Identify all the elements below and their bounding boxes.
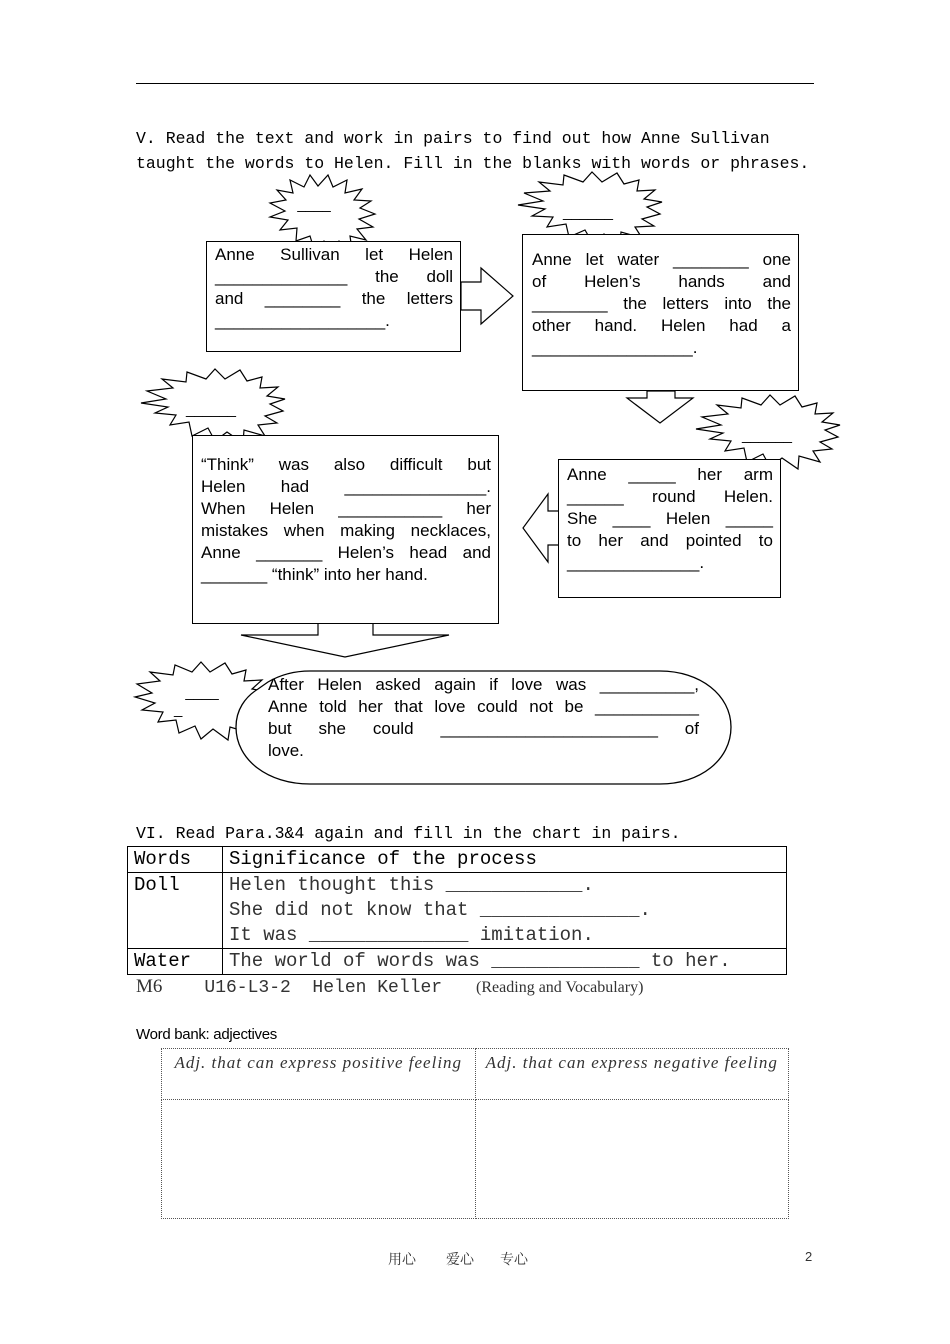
word-bank-negative-header: Adj. that can express negative feeling bbox=[475, 1049, 789, 1100]
text-line: ______________. bbox=[567, 553, 705, 572]
burst-blank-4: ______ bbox=[741, 427, 793, 444]
text-line: and ________ the letters bbox=[215, 289, 453, 308]
row-significance bbox=[223, 949, 787, 975]
text-line: “Think” was also difficult but bbox=[201, 455, 491, 474]
word-bank-header-row bbox=[162, 1049, 789, 1100]
text-line: other hand. Helen had a bbox=[532, 316, 791, 335]
significance-line: The world of words was _____________ to her. bbox=[229, 950, 731, 972]
text-line: ________ the letters into the bbox=[532, 294, 791, 313]
step4-box bbox=[192, 435, 499, 624]
step4-text bbox=[201, 454, 491, 586]
burst-blank-2: ______ bbox=[562, 204, 614, 221]
text-line: __________________. bbox=[215, 311, 390, 330]
significance-line: It was ______________ imitation. bbox=[229, 924, 594, 946]
text-line: _______ “think” into her hand. bbox=[201, 565, 428, 584]
section-vi-instruction: VI. Read Para.3&4 again and fill in the chart in pairs. bbox=[136, 824, 681, 843]
table-row bbox=[128, 873, 787, 949]
text-line: to her and pointed to bbox=[567, 531, 773, 550]
text-line: of Helen’s hands and bbox=[532, 272, 791, 291]
step3-box bbox=[558, 459, 781, 598]
text-line: love. bbox=[268, 741, 304, 760]
word-bank-negative-cell[interactable] bbox=[475, 1100, 789, 1219]
word-bank-positive-header: Adj. that can express positive feeling bbox=[162, 1049, 476, 1100]
text-line: Anne told her that love could not be ___________ bbox=[268, 697, 699, 716]
text-line: After Helen asked again if love was __________, bbox=[268, 675, 699, 694]
text-line: When Helen ___________ her bbox=[201, 499, 491, 518]
text-line: mistakes when making necklaces, bbox=[201, 521, 491, 540]
instruction-line: V. Read the text and work in pairs to find out how Anne Sullivan bbox=[136, 129, 770, 148]
burst-blank-5-line2: _ bbox=[174, 701, 183, 718]
motto-word: 爱心 bbox=[446, 1253, 474, 1268]
step1-box bbox=[206, 241, 461, 352]
header-significance: Significance of the process bbox=[223, 847, 787, 873]
word-bank-positive-cell[interactable] bbox=[162, 1100, 476, 1219]
step5-text bbox=[268, 674, 699, 762]
chart-header-row bbox=[128, 847, 787, 873]
text-line: Helen had _______________. bbox=[201, 477, 491, 496]
footer-motto bbox=[388, 1249, 528, 1269]
lesson-title: U16-L3-2 Helen Keller bbox=[204, 978, 443, 998]
step2-text bbox=[532, 249, 791, 359]
burst-blank-3: ______ bbox=[185, 401, 237, 418]
instruction-line: taught the words to Helen. Fill in the blanks with words or phrases. bbox=[136, 154, 810, 173]
step3-text bbox=[567, 464, 773, 574]
significance-line: She did not know that ______________. bbox=[229, 899, 651, 921]
significance-line: Helen thought this ____________. bbox=[229, 874, 594, 896]
step1-text bbox=[215, 244, 453, 332]
down-arrow bbox=[241, 623, 449, 657]
word-bank-entry-row bbox=[162, 1100, 789, 1219]
row-significance bbox=[223, 873, 787, 949]
significance-chart bbox=[127, 846, 787, 975]
page-number: 2 bbox=[805, 1249, 813, 1264]
motto-word: 专心 bbox=[500, 1253, 528, 1268]
text-line: ______ round Helen. bbox=[567, 487, 773, 506]
table-row bbox=[128, 949, 787, 975]
step2-box bbox=[522, 234, 799, 391]
motto-word: 用心 bbox=[388, 1253, 416, 1268]
word-bank-table bbox=[161, 1048, 789, 1219]
lesson-line bbox=[136, 974, 643, 1001]
text-line: _________________. bbox=[532, 338, 698, 357]
header-words: Words bbox=[128, 847, 223, 873]
text-line: Anne _______ Helen’s head and bbox=[201, 543, 491, 562]
text-line: Anne _____ her arm bbox=[567, 465, 773, 484]
down-arrow bbox=[627, 391, 693, 423]
row-word: Water bbox=[128, 949, 223, 975]
word-bank-title: Word bank: adjectives bbox=[136, 1026, 277, 1043]
row-word: Doll bbox=[128, 873, 223, 949]
text-line: She ____ Helen _____ bbox=[567, 509, 773, 528]
text-line: Anne Sullivan let Helen bbox=[215, 245, 453, 264]
left-arrow bbox=[523, 494, 560, 562]
text-line: but she could _______________________ of bbox=[268, 719, 699, 738]
module-label: M6 bbox=[136, 976, 163, 997]
lesson-type: (Reading and Vocabulary) bbox=[476, 979, 644, 996]
text-line: Anne let water ________ one bbox=[532, 250, 791, 269]
text-line: ______________ the doll bbox=[215, 267, 453, 286]
burst-blank-5-line1: ____ bbox=[185, 684, 219, 701]
right-arrow bbox=[461, 268, 513, 324]
burst-blank-1: ____ bbox=[297, 196, 331, 213]
burst-blank-5 bbox=[174, 684, 230, 718]
